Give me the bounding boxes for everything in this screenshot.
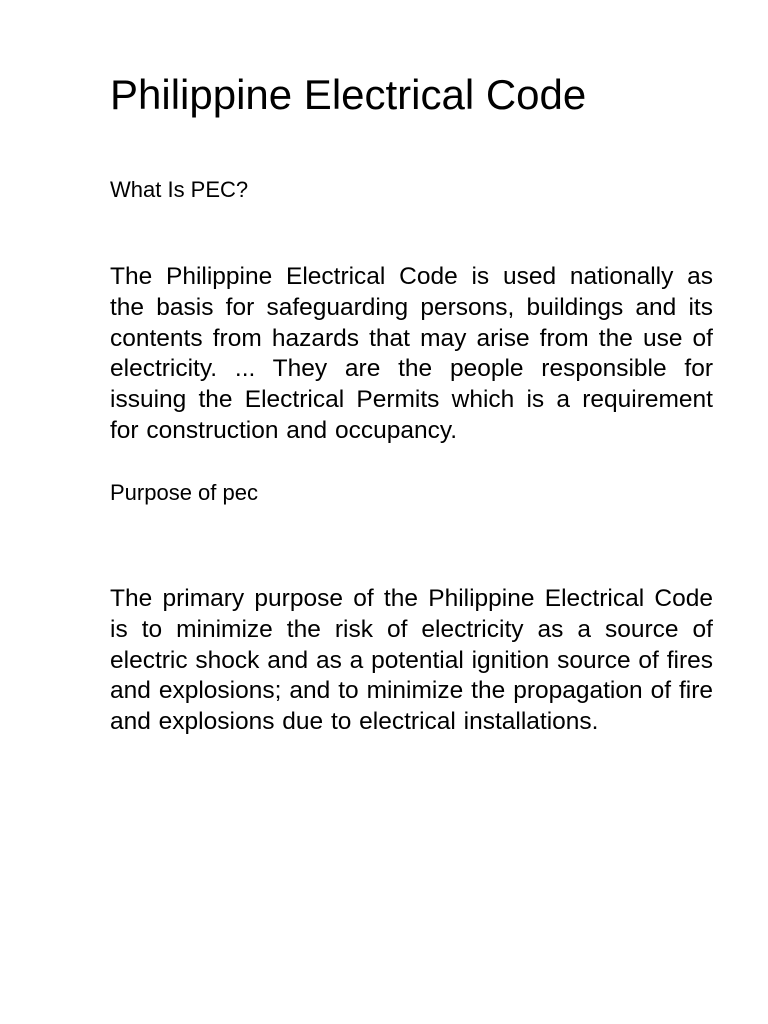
section-heading-purpose-of-pec: Purpose of pec xyxy=(110,480,258,505)
section-heading-what-is-pec: What Is PEC? xyxy=(110,177,249,202)
page-title: Philippine Electrical Code xyxy=(110,71,587,118)
section-body-what-is-pec: The Philippine Electrical Code is used nationally as the basis for safeguarding persons, buildings and its contents from hazards that may arise from the use of electricity. ... They are the people responsible for issuing the Electrical Permits which is a requirement for construction and occupancy. xyxy=(110,263,713,444)
section-body-purpose-of-pec: The primary purpose of the Philippine Electrical Code is to minimize the risk of electricity as a source of electric shock and as a potential ignition source of fires and explosions; and to minimize the propagation of fire and explosions due to electrical installations. xyxy=(110,585,713,736)
